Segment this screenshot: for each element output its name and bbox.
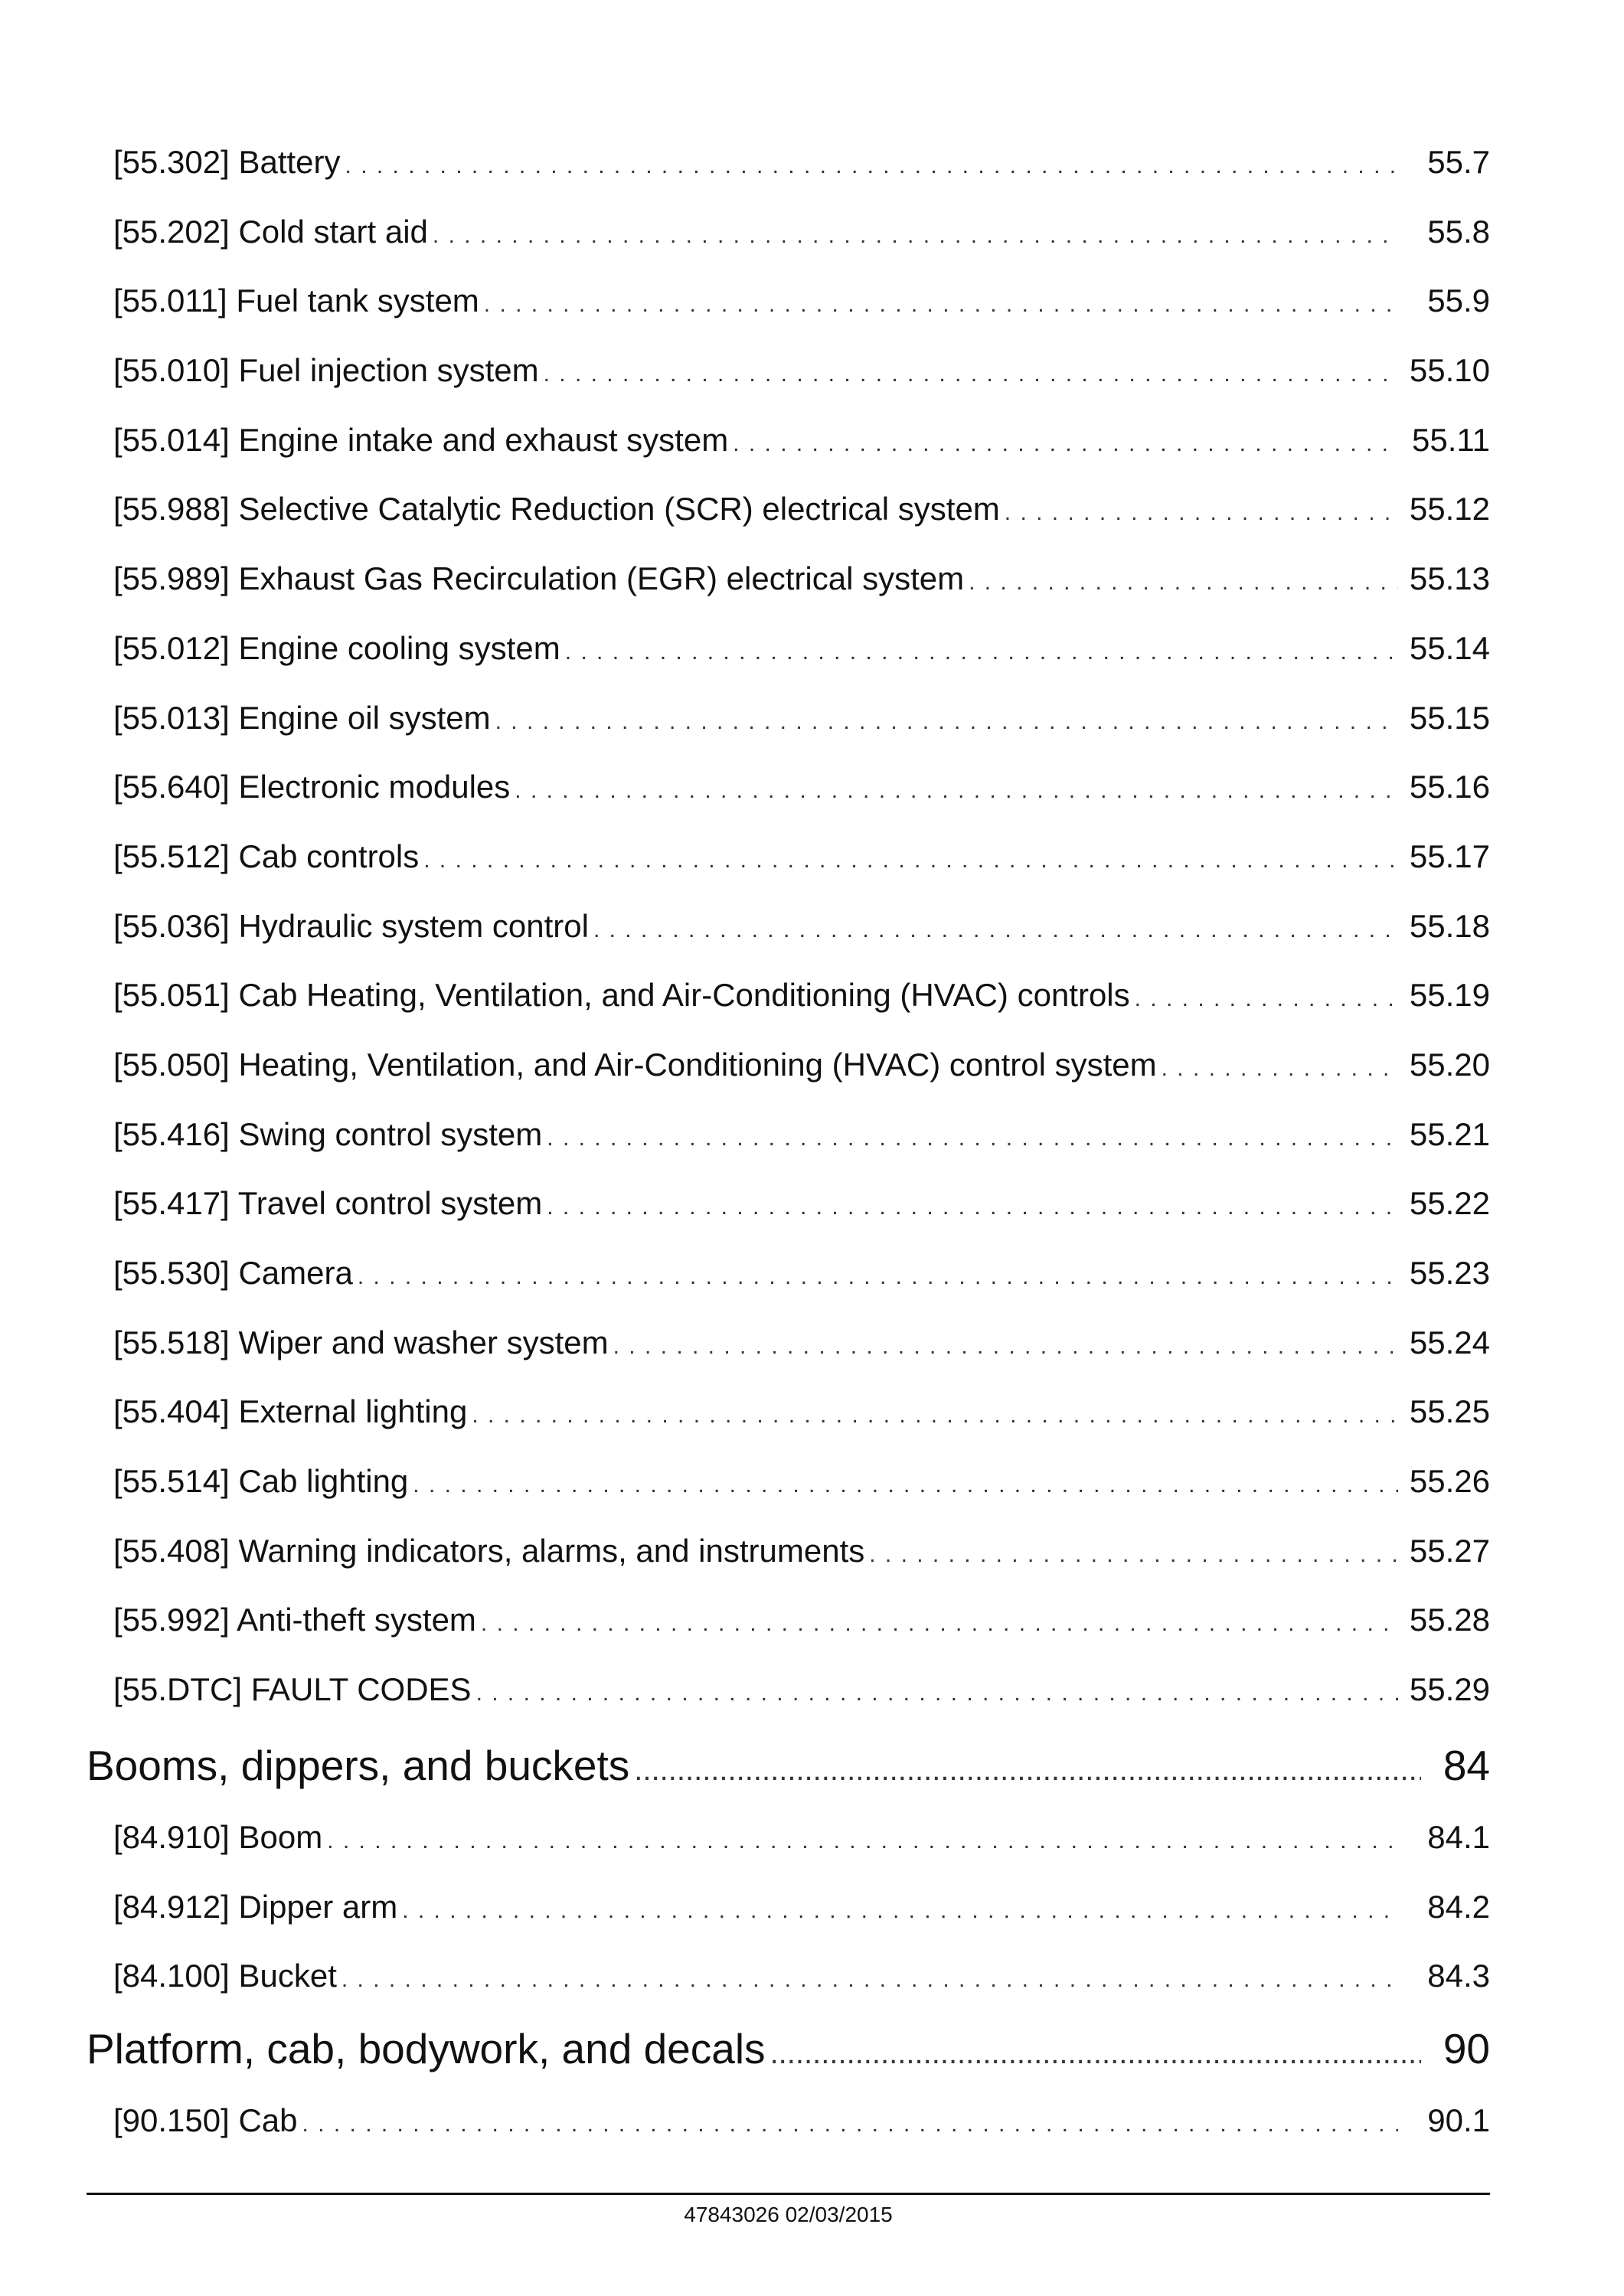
toc-entry-title: [55.514] Cab lighting bbox=[113, 1463, 409, 1500]
toc-entry-page: 55.17 bbox=[1409, 838, 1490, 874]
toc-entry[interactable] bbox=[87, 753, 1490, 822]
toc-entry-title: [55.404] External lighting bbox=[113, 1393, 468, 1430]
table-of-contents bbox=[87, 128, 1490, 2156]
toc-entry[interactable] bbox=[87, 684, 1490, 753]
toc-entry-page: 55.29 bbox=[1409, 1671, 1490, 1708]
toc-entry[interactable] bbox=[87, 1655, 1490, 1725]
toc-entry-page: 84.2 bbox=[1427, 1888, 1490, 1925]
toc-entry[interactable] bbox=[87, 822, 1490, 892]
toc-entry-page: 55.27 bbox=[1409, 1532, 1490, 1569]
footer-document-id: 47843026 02/03/2015 bbox=[684, 2203, 893, 2226]
toc-entry[interactable] bbox=[87, 128, 1490, 198]
toc-entry-page: 84.3 bbox=[1427, 1958, 1490, 1994]
toc-entry-page: 84.1 bbox=[1427, 1818, 1490, 1855]
toc-entry[interactable] bbox=[87, 2086, 1490, 2156]
dot-leader bbox=[358, 1243, 1398, 1312]
toc-entry[interactable] bbox=[87, 198, 1490, 267]
toc-entry-title: [55.988] Selective Catalytic Reduction (SCR) electrical system bbox=[113, 491, 1000, 527]
toc-entry-title: [55.989] Exhaust Gas Recirculation (EGR) electrical system bbox=[113, 560, 965, 597]
toc-entry-page: 55.19 bbox=[1409, 977, 1490, 1014]
toc-entry-title: [90.150] Cab bbox=[113, 2102, 298, 2138]
toc-entry[interactable] bbox=[87, 1517, 1490, 1586]
dot-leader bbox=[1135, 965, 1398, 1034]
toc-entry[interactable] bbox=[87, 1447, 1490, 1517]
toc-entry-title: [84.910] Boom bbox=[113, 1818, 323, 1855]
toc-entry[interactable] bbox=[87, 1308, 1490, 1378]
toc-entry-page: 55.23 bbox=[1409, 1255, 1490, 1291]
toc-entry-title: [55.010] Fuel injection system bbox=[113, 352, 539, 389]
toc-entry[interactable] bbox=[87, 544, 1490, 614]
dot-leader bbox=[634, 1733, 1421, 1808]
toc-entry-page: 55.8 bbox=[1427, 213, 1490, 250]
toc-chapter-platform[interactable] bbox=[87, 2011, 1490, 2086]
dot-leader bbox=[1162, 1034, 1398, 1104]
toc-entry[interactable] bbox=[87, 336, 1490, 406]
toc-entry-page: 55.12 bbox=[1409, 491, 1490, 527]
dot-leader bbox=[413, 1451, 1398, 1520]
toc-entry-title: [55.518] Wiper and washer system bbox=[113, 1324, 609, 1360]
dot-leader bbox=[484, 270, 1398, 340]
dot-leader bbox=[476, 1659, 1398, 1729]
toc-entry-page: 55.16 bbox=[1409, 769, 1490, 805]
toc-entry-title: [55.014] Engine intake and exhaust system bbox=[113, 421, 729, 458]
toc-chapter-title: Platform, cab, bodywork, and decals bbox=[87, 2024, 766, 2072]
toc-entry-title: [55.640] Electronic modules bbox=[113, 769, 511, 805]
toc-entry-title: [55.302] Battery bbox=[113, 144, 341, 180]
toc-entry-page: 55.14 bbox=[1409, 629, 1490, 666]
toc-entry-page: 90.1 bbox=[1427, 2102, 1490, 2138]
toc-entry-page: 55.7 bbox=[1427, 144, 1490, 180]
toc-entry[interactable] bbox=[87, 1239, 1490, 1308]
toc-entry[interactable] bbox=[87, 961, 1490, 1030]
toc-entry-page: 55.10 bbox=[1409, 352, 1490, 389]
toc-entry-title: [55.DTC] FAULT CODES bbox=[113, 1671, 472, 1708]
toc-entry-title: [55.408] Warning indicators, alarms, and instruments bbox=[113, 1532, 865, 1569]
toc-entry-page: 55.15 bbox=[1409, 699, 1490, 736]
toc-entry[interactable] bbox=[87, 1030, 1490, 1100]
toc-entry-title: [55.051] Cab Heating, Ventilation, and Air-Conditioning (HVAC) controls bbox=[113, 977, 1130, 1014]
toc-entry[interactable] bbox=[87, 1100, 1490, 1170]
toc-entry-page: 55.26 bbox=[1409, 1463, 1490, 1500]
dot-leader bbox=[515, 756, 1398, 826]
toc-entry[interactable] bbox=[87, 475, 1490, 544]
toc-entry-title: [55.992] Anti-theft system bbox=[113, 1602, 476, 1638]
toc-entry-page: 55.25 bbox=[1409, 1393, 1490, 1430]
dot-leader bbox=[1005, 478, 1398, 548]
toc-chapter-title: Booms, dippers, and buckets bbox=[87, 1741, 630, 1789]
dot-leader bbox=[733, 410, 1398, 479]
toc-entry-title: [55.036] Hydraulic system control bbox=[113, 907, 589, 944]
toc-entry-page: 55.24 bbox=[1409, 1324, 1490, 1360]
toc-entry-page: 55.18 bbox=[1409, 907, 1490, 944]
dot-leader bbox=[495, 687, 1398, 757]
toc-entry[interactable] bbox=[87, 1873, 1490, 1942]
toc-entry-title: [55.416] Swing control system bbox=[113, 1115, 543, 1152]
toc-entry[interactable] bbox=[87, 1803, 1490, 1873]
toc-entry-title: [55.011] Fuel tank system bbox=[113, 283, 479, 319]
toc-entry-page: 55.28 bbox=[1409, 1602, 1490, 1638]
toc-entry[interactable] bbox=[87, 406, 1490, 475]
toc-entry[interactable] bbox=[87, 1586, 1490, 1655]
dot-leader bbox=[869, 1520, 1398, 1590]
dot-leader bbox=[472, 1381, 1398, 1451]
toc-entry-title: [84.100] Bucket bbox=[113, 1958, 337, 1994]
toc-entry-title: [55.050] Heating, Ventilation, and Air-Conditioning (HVAC) control system bbox=[113, 1046, 1157, 1083]
toc-entry-page: 55.21 bbox=[1409, 1115, 1490, 1152]
dot-leader bbox=[433, 201, 1398, 271]
toc-entry-title: [55.530] Camera bbox=[113, 1255, 353, 1291]
toc-entry-title: [84.912] Dipper arm bbox=[113, 1888, 398, 1925]
toc-entry[interactable] bbox=[87, 614, 1490, 684]
toc-entry-title: [55.417] Travel control system bbox=[113, 1185, 543, 1222]
dot-leader bbox=[302, 2090, 1398, 2160]
toc-entry-page: 55.13 bbox=[1409, 560, 1490, 597]
dot-leader bbox=[327, 1807, 1398, 1876]
toc-entry[interactable] bbox=[87, 1169, 1490, 1239]
dot-leader bbox=[565, 618, 1398, 687]
toc-entry[interactable] bbox=[87, 266, 1490, 336]
toc-chapter-booms[interactable] bbox=[87, 1728, 1490, 1803]
dot-leader bbox=[402, 1876, 1398, 1946]
footer-divider bbox=[87, 2193, 1490, 2195]
toc-entry[interactable] bbox=[87, 1942, 1490, 2011]
toc-entry-page: 55.9 bbox=[1427, 283, 1490, 319]
toc-entry[interactable] bbox=[87, 892, 1490, 962]
dot-leader bbox=[770, 2016, 1421, 2091]
toc-entry-page: 55.22 bbox=[1409, 1185, 1490, 1222]
dot-leader bbox=[593, 896, 1398, 965]
toc-entry[interactable] bbox=[87, 1377, 1490, 1447]
toc-chapter-page: 90 bbox=[1443, 2024, 1490, 2072]
dot-leader bbox=[547, 1104, 1398, 1174]
dot-leader bbox=[969, 548, 1398, 618]
toc-entry-page: 55.11 bbox=[1412, 421, 1490, 458]
dot-leader bbox=[481, 1589, 1398, 1659]
toc-entry-title: [55.202] Cold start aid bbox=[113, 213, 428, 250]
toc-chapter-page: 84 bbox=[1443, 1741, 1490, 1789]
dot-leader bbox=[544, 340, 1398, 410]
toc-entry-title: [55.012] Engine cooling system bbox=[113, 629, 560, 666]
dot-leader bbox=[613, 1312, 1398, 1382]
toc-entry-page: 55.20 bbox=[1409, 1046, 1490, 1083]
dot-leader bbox=[345, 132, 1398, 201]
dot-leader bbox=[423, 826, 1398, 896]
toc-entry-title: [55.013] Engine oil system bbox=[113, 699, 491, 736]
toc-entry-title: [55.512] Cab controls bbox=[113, 838, 420, 874]
dot-leader bbox=[341, 1945, 1398, 2015]
dot-leader bbox=[547, 1173, 1398, 1243]
